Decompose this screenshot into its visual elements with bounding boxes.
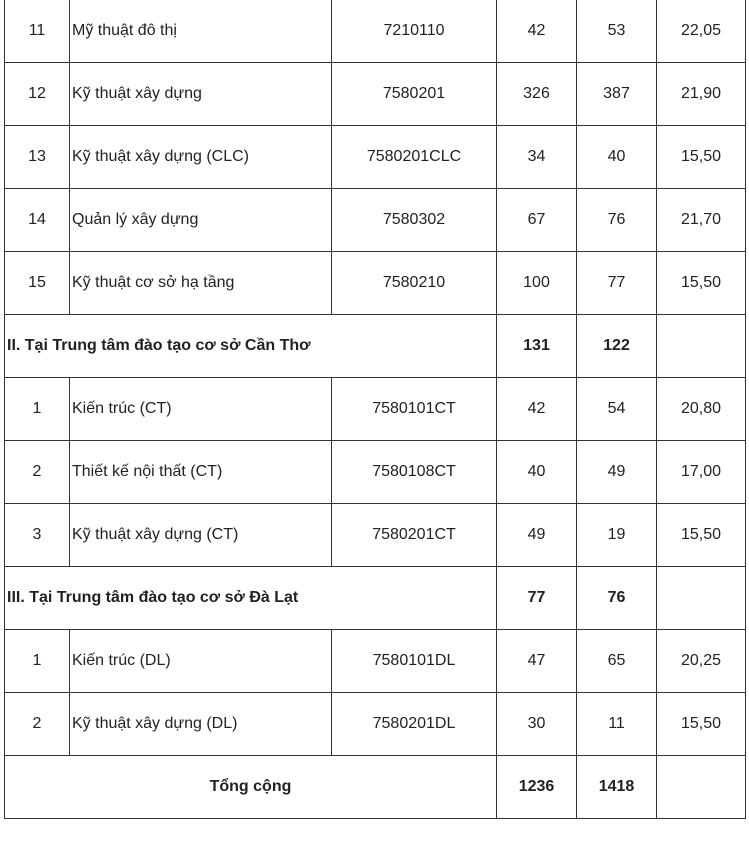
row-number: 2 <box>5 441 70 504</box>
row-number: 14 <box>5 189 70 252</box>
score: 21,90 <box>657 63 746 126</box>
section-subtotal-1: 77 <box>497 567 577 630</box>
row-number: 2 <box>5 693 70 756</box>
program-code: 7580201CT <box>332 504 497 567</box>
section-title: III. Tại Trung tâm đào tạo cơ sở Đà Lạt <box>5 567 497 630</box>
table-row <box>5 630 746 693</box>
score: 15,50 <box>657 693 746 756</box>
value-col-1: 47 <box>497 630 577 693</box>
score: 15,50 <box>657 504 746 567</box>
value-col-1: 326 <box>497 63 577 126</box>
score: 21,70 <box>657 189 746 252</box>
row-number: 3 <box>5 504 70 567</box>
row-number: 13 <box>5 126 70 189</box>
row-number: 1 <box>5 378 70 441</box>
value-col-2: 77 <box>577 252 657 315</box>
section-subtotal-1: 131 <box>497 315 577 378</box>
value-col-1: 34 <box>497 126 577 189</box>
program-name: Kỹ thuật xây dựng <box>70 63 332 126</box>
row-number: 12 <box>5 63 70 126</box>
program-name: Kiến trúc (CT) <box>70 378 332 441</box>
table-row <box>5 378 746 441</box>
value-col-1: 42 <box>497 378 577 441</box>
program-name: Kỹ thuật xây dựng (CLC) <box>70 126 332 189</box>
value-col-1: 100 <box>497 252 577 315</box>
program-name: Mỹ thuật đô thị <box>70 0 332 63</box>
score: 22,05 <box>657 0 746 63</box>
section-title: II. Tại Trung tâm đào tạo cơ sở Cần Thơ <box>5 315 497 378</box>
row-number: 11 <box>5 0 70 63</box>
value-col-2: 19 <box>577 504 657 567</box>
value-col-1: 40 <box>497 441 577 504</box>
table-row <box>5 63 746 126</box>
table-row <box>5 189 746 252</box>
table-row <box>5 693 746 756</box>
value-col-2: 53 <box>577 0 657 63</box>
table-row <box>5 0 746 63</box>
value-col-2: 49 <box>577 441 657 504</box>
program-code: 7580201 <box>332 63 497 126</box>
program-code: 7210110 <box>332 0 497 63</box>
row-number: 1 <box>5 630 70 693</box>
table-row <box>5 441 746 504</box>
program-code: 7580201CLC <box>332 126 497 189</box>
score: 17,00 <box>657 441 746 504</box>
program-name: Kỹ thuật xây dựng (CT) <box>70 504 332 567</box>
value-col-1: 42 <box>497 0 577 63</box>
score: 15,50 <box>657 252 746 315</box>
program-name: Quản lý xây dựng <box>70 189 332 252</box>
value-col-1: 67 <box>497 189 577 252</box>
program-code: 7580201DL <box>332 693 497 756</box>
value-col-2: 76 <box>577 189 657 252</box>
program-name: Thiết kế nội thất (CT) <box>70 441 332 504</box>
score: 15,50 <box>657 126 746 189</box>
program-code: 7580108CT <box>332 441 497 504</box>
value-col-2: 387 <box>577 63 657 126</box>
admission-table <box>4 0 746 819</box>
value-col-1: 30 <box>497 693 577 756</box>
section-row-can-tho <box>5 315 746 378</box>
total-value-1: 1236 <box>497 756 577 819</box>
value-col-2: 11 <box>577 693 657 756</box>
table-row <box>5 504 746 567</box>
total-value-2: 1418 <box>577 756 657 819</box>
program-name: Kỹ thuật xây dựng (DL) <box>70 693 332 756</box>
section-subtotal-2: 122 <box>577 315 657 378</box>
section-row-da-lat <box>5 567 746 630</box>
value-col-2: 65 <box>577 630 657 693</box>
value-col-1: 49 <box>497 504 577 567</box>
program-code: 7580210 <box>332 252 497 315</box>
program-code: 7580302 <box>332 189 497 252</box>
value-col-2: 54 <box>577 378 657 441</box>
table-row <box>5 126 746 189</box>
score: 20,80 <box>657 378 746 441</box>
total-label: Tổng cộng <box>5 756 497 819</box>
program-code: 7580101DL <box>332 630 497 693</box>
program-name: Kiến trúc (DL) <box>70 630 332 693</box>
row-number: 15 <box>5 252 70 315</box>
program-code: 7580101CT <box>332 378 497 441</box>
section-subtotal-2: 76 <box>577 567 657 630</box>
score: 20,25 <box>657 630 746 693</box>
program-name: Kỹ thuật cơ sở hạ tầng <box>70 252 332 315</box>
table-row <box>5 252 746 315</box>
total-row <box>5 756 746 819</box>
value-col-2: 40 <box>577 126 657 189</box>
